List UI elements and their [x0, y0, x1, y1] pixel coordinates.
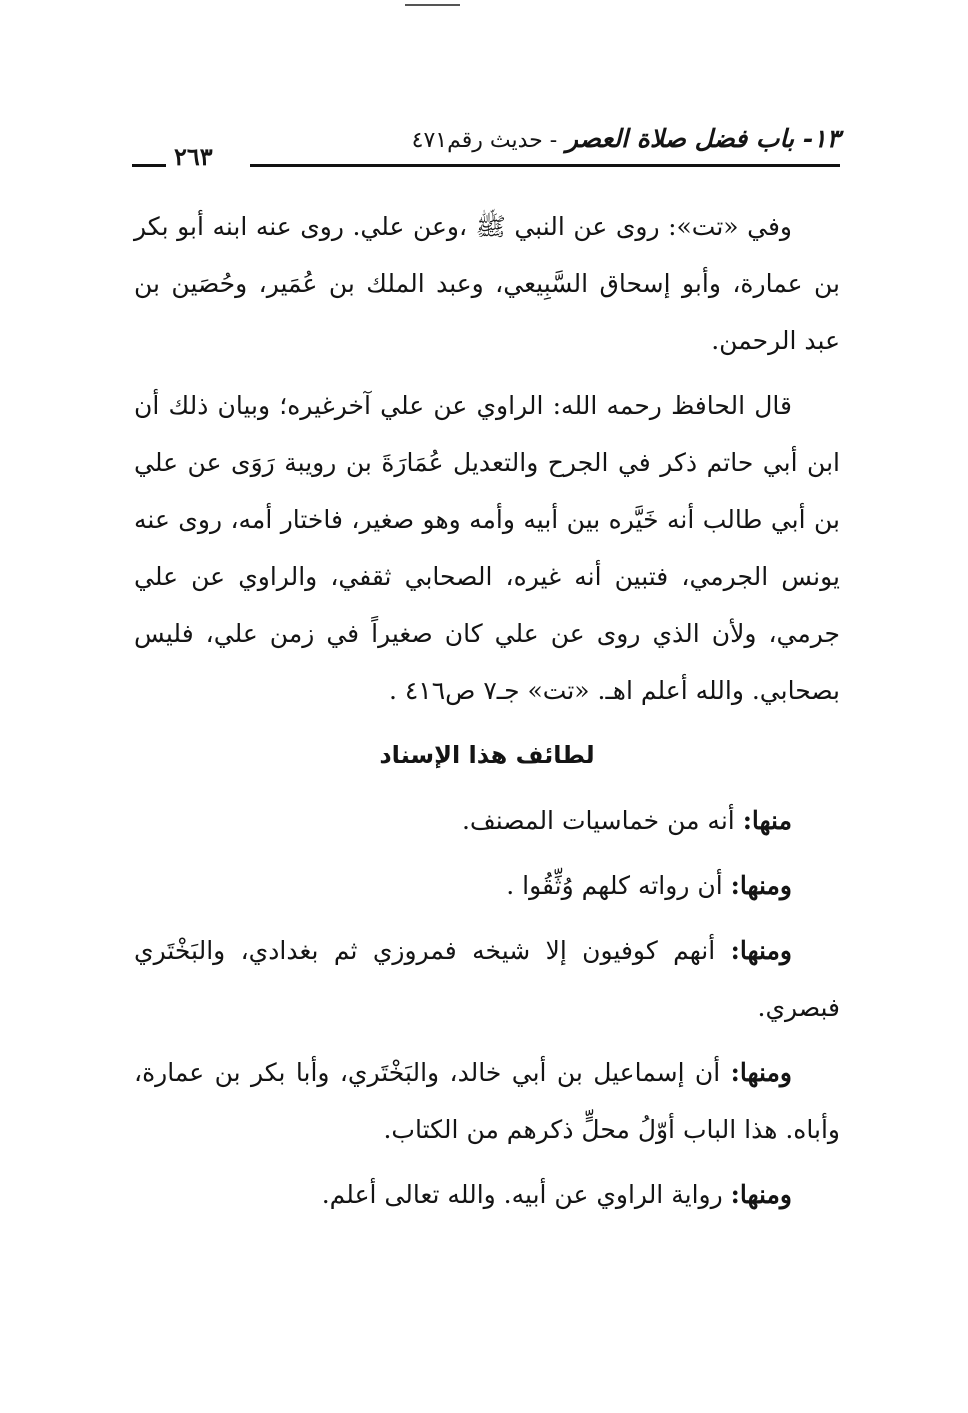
hadith-number: - حديث رقم٤٧١	[411, 128, 558, 153]
chapter-title	[412, 124, 840, 153]
list-item	[134, 792, 840, 849]
point-text: أن إسماعيل بن أبي خالد، والبَخْتَري، وأبا بكر بن عمارة، وأباه. هذا الباب أوّلُ محلٍّ ذكرهم من الكتاب.	[134, 1058, 840, 1144]
page-number-rule	[132, 164, 166, 167]
header-rule	[250, 164, 840, 167]
point-text: أنهم كوفيون إلا شيخه فمروزي ثم بغدادي، والبَخْتَري فبصري.	[134, 936, 840, 1022]
list-item	[134, 857, 840, 914]
list-item	[134, 1044, 840, 1158]
list-item	[134, 922, 840, 1036]
point-lead: ومنها:	[730, 871, 792, 900]
point-lead: ومنها:	[730, 936, 792, 965]
page-body	[134, 198, 840, 1231]
paragraph: وفي «تت»: روى عن النبي ﷺ ،وعن علي. روى عنه ابنه أبو بكر بن عمارة، وأبو إسحاق السَّبِيعي، وعبد الملك بن عُمَير، وحُصَين بن عبد الرحمن.	[134, 212, 840, 355]
point-text: أنه من خماسيات المصنف.	[461, 806, 743, 835]
section-heading: لطائف هذا الإسناد	[379, 741, 595, 769]
point-lead: ومنها:	[730, 1180, 792, 1209]
running-header	[132, 122, 840, 172]
paragraph: قال الحافظ رحمه الله: الراوي عن علي آخرغيره؛ وبيان ذلك أن ابن أبي حاتم ذكر في الجرح والتعديل عُمَارَةَ بن رويبة رَوَى عن علي بن أبي طالب أنه خَيَّره بين أبيه وأمه وهو صغير، فاختار أمه، روى عنه يونس الجرمي، فتبين أنه غيره، الصحابي ثقفي، والراوي عن علي جرمي، ولأن الذي روى عن علي كان صغيراً في زمن علي، فليس بصحابي. والله أعلم اهـ. «تت» جـ٧ ص٤١٦ .	[134, 391, 840, 705]
list-item	[134, 1166, 840, 1223]
point-lead: منها:	[742, 806, 792, 835]
point-text: أن رواته كلهم وُثِّقُوا .	[506, 871, 731, 900]
point-lead: ومنها:	[730, 1058, 792, 1087]
top-edge-mark	[405, 4, 460, 6]
chapter-name: ١٣- باب فضل صلاة العصر	[565, 124, 840, 153]
page-number: ٢٦٣	[174, 142, 213, 171]
page-number-block	[132, 142, 252, 172]
point-text: رواية الراوي عن أبيه. والله تعالى أعلم.	[321, 1180, 731, 1209]
